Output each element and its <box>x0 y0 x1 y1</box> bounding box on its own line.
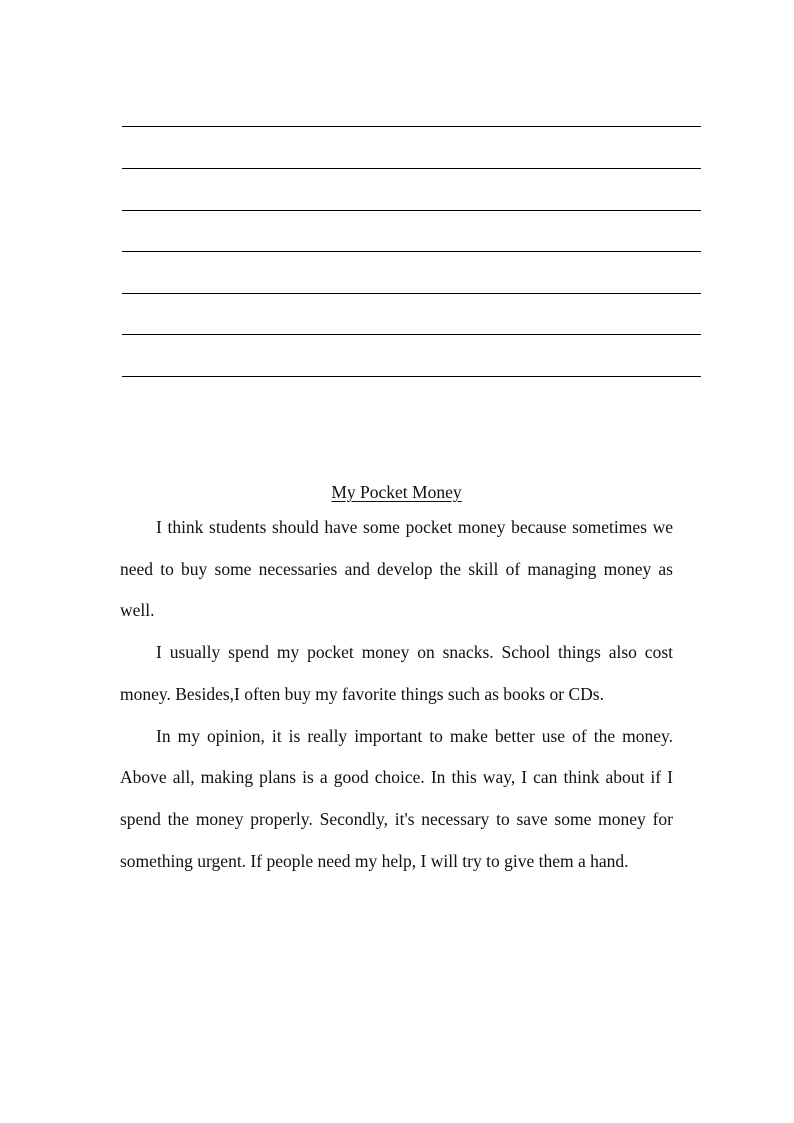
essay-title: My Pocket Money <box>331 482 462 502</box>
writing-line <box>122 334 701 335</box>
writing-line <box>122 251 701 252</box>
writing-line <box>122 168 701 169</box>
writing-line <box>122 376 701 377</box>
essay-paragraph-3: In my opinion, it is really important to make better use of the money. Above all, making plans is a good choice. In this way, I can think about if I spend the money properly. Secondly, it's necessary to save some money for something urgent. If people need my help, I will try to give them a hand. <box>120 725 673 871</box>
writing-line <box>122 210 701 211</box>
essay-paragraph-2: I usually spend my pocket money on snacks. School things also cost money. Besides,I often buy my favorite things such as books or CDs. <box>120 642 673 704</box>
blank-writing-lines <box>122 0 701 400</box>
writing-line <box>122 293 701 294</box>
essay <box>120 478 673 882</box>
essay-paragraph-1: I think students should have some pocket money because sometimes we need to buy some necessaries and develop the skill of managing money as well. <box>120 517 673 621</box>
writing-line <box>122 126 701 127</box>
